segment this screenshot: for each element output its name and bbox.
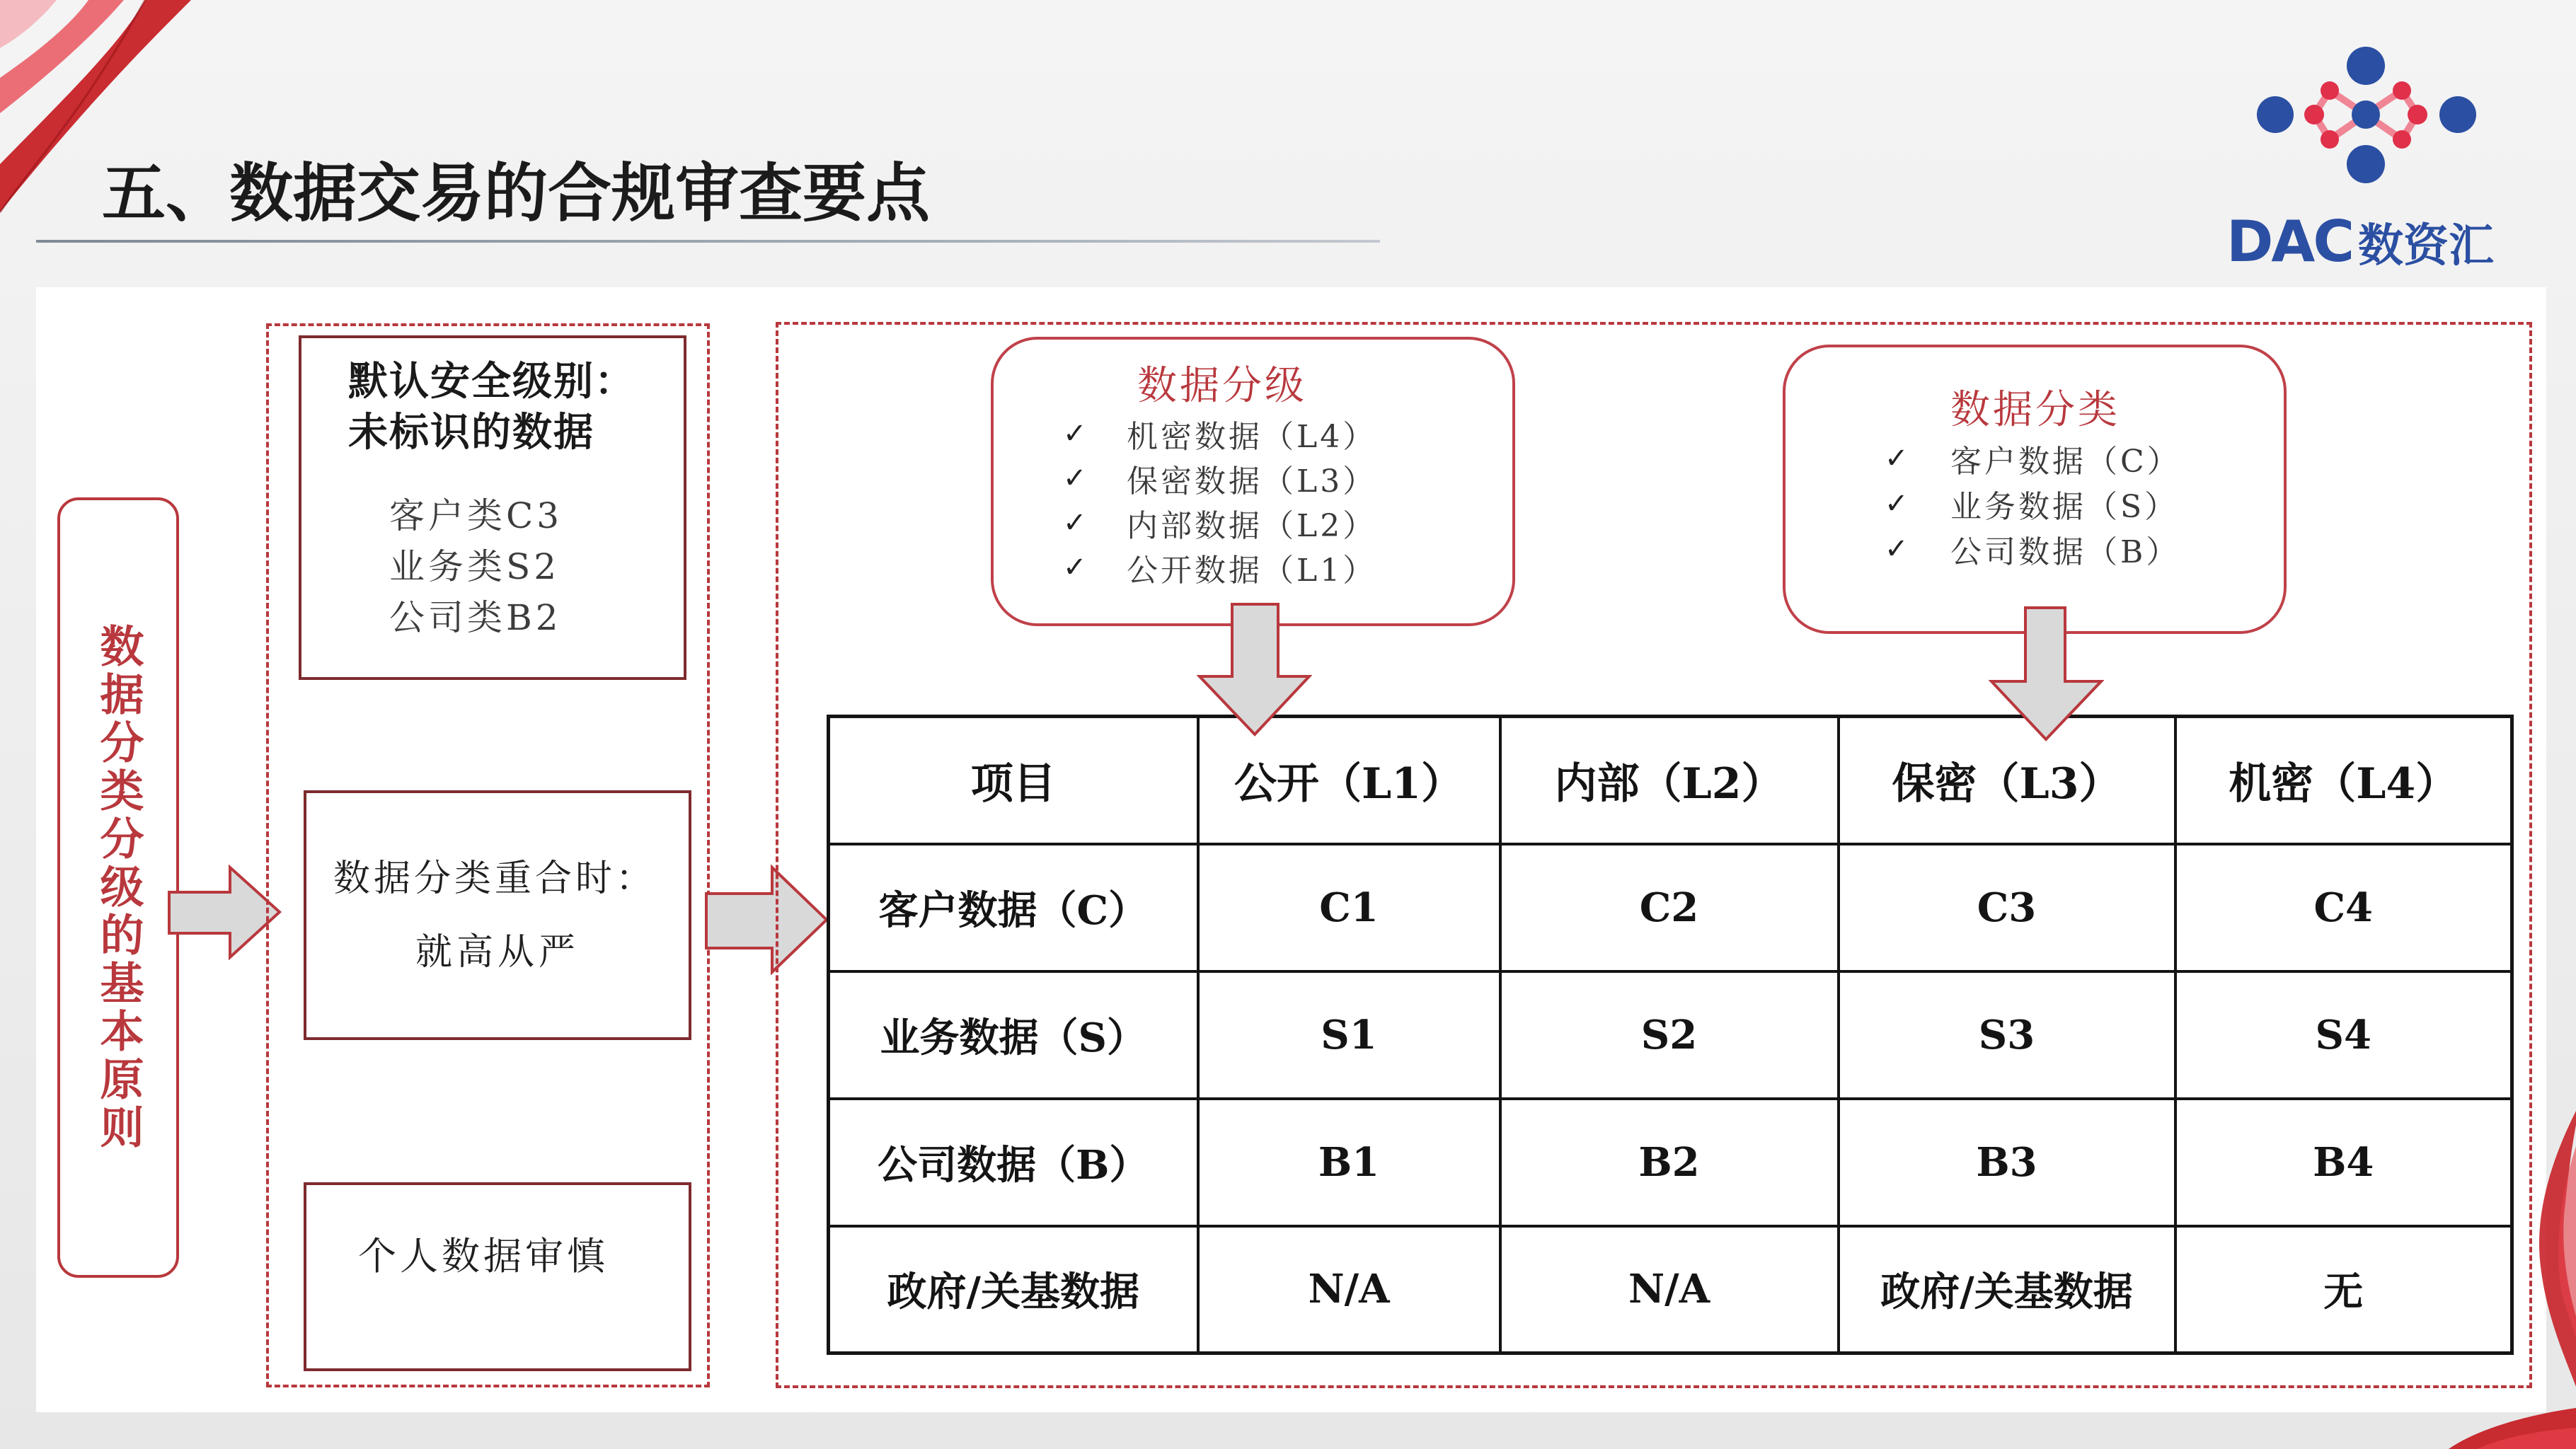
table-cell: B1	[1198, 1099, 1500, 1226]
list-item	[1063, 456, 1376, 500]
table-row	[829, 844, 2512, 971]
default-level-item: 业务类S2	[389, 546, 560, 587]
classification-callout	[1783, 345, 2287, 634]
title-divider	[36, 240, 1380, 243]
matrix-header-row	[829, 717, 2512, 844]
list-item-label: 内部数据（L2）	[1127, 507, 1377, 544]
header-confidential: 保密（L3）	[1839, 717, 2175, 844]
molecule-dots-icon	[2243, 35, 2484, 198]
overlap-rule-heading: 数据分类重合时：	[333, 858, 657, 900]
default-level-list	[389, 490, 563, 643]
default-level-subheading: 未标识的数据	[348, 409, 594, 456]
default-level-item: 公司类B2	[389, 597, 562, 638]
principle-box	[57, 497, 179, 1278]
table-cell: 无	[2175, 1226, 2512, 1353]
table-cell: B2	[1500, 1099, 1839, 1226]
check-icon	[1063, 417, 1127, 450]
table-row	[829, 1226, 2512, 1353]
table-cell: N/A	[1500, 1226, 1839, 1353]
ribbon-decoration-bottom-right	[2434, 1104, 2576, 1449]
logo-cjk: 数资汇	[2358, 220, 2495, 272]
table-cell: B3	[1839, 1099, 2175, 1226]
check-icon	[1885, 487, 1950, 520]
table-cell: S1	[1198, 971, 1500, 1099]
personal-data-box	[304, 1182, 691, 1371]
logo-text	[2226, 211, 2494, 275]
row-label: 政府/关基数据	[829, 1226, 1198, 1353]
row-label: 公司数据（B）	[829, 1099, 1198, 1226]
grading-list	[1063, 411, 1376, 589]
table-cell: N/A	[1198, 1226, 1500, 1353]
list-item-label: 公司数据（B）	[1950, 534, 2180, 570]
list-item	[1885, 436, 2181, 481]
grading-title: 数据分级	[1137, 363, 1307, 409]
table-cell: S2	[1500, 971, 1839, 1099]
grading-callout	[991, 337, 1515, 626]
list-item-label: 公开数据（L1）	[1127, 552, 1377, 589]
table-cell: C3	[1839, 844, 2175, 971]
list-item-label: 客户数据（C）	[1950, 444, 2181, 480]
check-icon	[1885, 533, 1950, 565]
list-item	[1063, 500, 1376, 545]
header-secret: 机密（L4）	[2175, 717, 2512, 844]
table-cell: S3	[1839, 971, 2175, 1099]
check-icon	[1885, 442, 1950, 475]
header-item: 项目	[829, 717, 1198, 844]
down-arrow-icon	[1989, 605, 2104, 742]
overlap-rule-text: 就高从严	[415, 931, 580, 974]
default-level-box	[299, 335, 686, 680]
default-level-heading: 默认安全级别：	[348, 358, 636, 405]
header-internal: 内部（L2）	[1500, 717, 1839, 844]
check-icon	[1063, 462, 1127, 495]
table-cell: C4	[2175, 844, 2512, 971]
logo-latin: DAC	[2226, 209, 2353, 275]
list-item-label: 机密数据（L4）	[1127, 418, 1377, 455]
check-icon	[1063, 551, 1127, 584]
table-cell: 政府/关基数据	[1839, 1226, 2175, 1353]
classification-title: 数据分类	[1950, 387, 2120, 433]
table-row	[829, 971, 2512, 1099]
row-label: 业务数据（S）	[829, 971, 1198, 1099]
list-item	[1063, 411, 1376, 456]
header-public: 公开（L1）	[1198, 717, 1500, 844]
down-arrow-icon	[1197, 601, 1312, 737]
list-item-label: 保密数据（L3）	[1127, 463, 1377, 500]
list-item-label: 业务数据（S）	[1950, 489, 2179, 525]
classification-grading-matrix	[827, 715, 2514, 1355]
classification-list	[1885, 436, 2181, 572]
default-level-item: 客户类C3	[389, 495, 563, 536]
overlap-rule-box	[304, 790, 691, 1040]
list-item	[1063, 545, 1376, 589]
personal-data-text: 个人数据审慎	[358, 1234, 609, 1278]
check-icon	[1063, 507, 1127, 539]
table-cell: B4	[2175, 1099, 2512, 1226]
row-label: 客户数据（C）	[829, 844, 1198, 971]
principle-label: 数据分类分级的基本原则	[93, 623, 144, 1153]
table-cell: C1	[1198, 844, 1500, 971]
table-cell: C2	[1500, 844, 1839, 971]
list-item	[1885, 481, 2181, 526]
table-cell: S4	[2175, 971, 2512, 1099]
page-title: 五、数据交易的合规审查要点	[102, 156, 930, 231]
table-row	[829, 1099, 2512, 1226]
list-item	[1885, 526, 2181, 572]
